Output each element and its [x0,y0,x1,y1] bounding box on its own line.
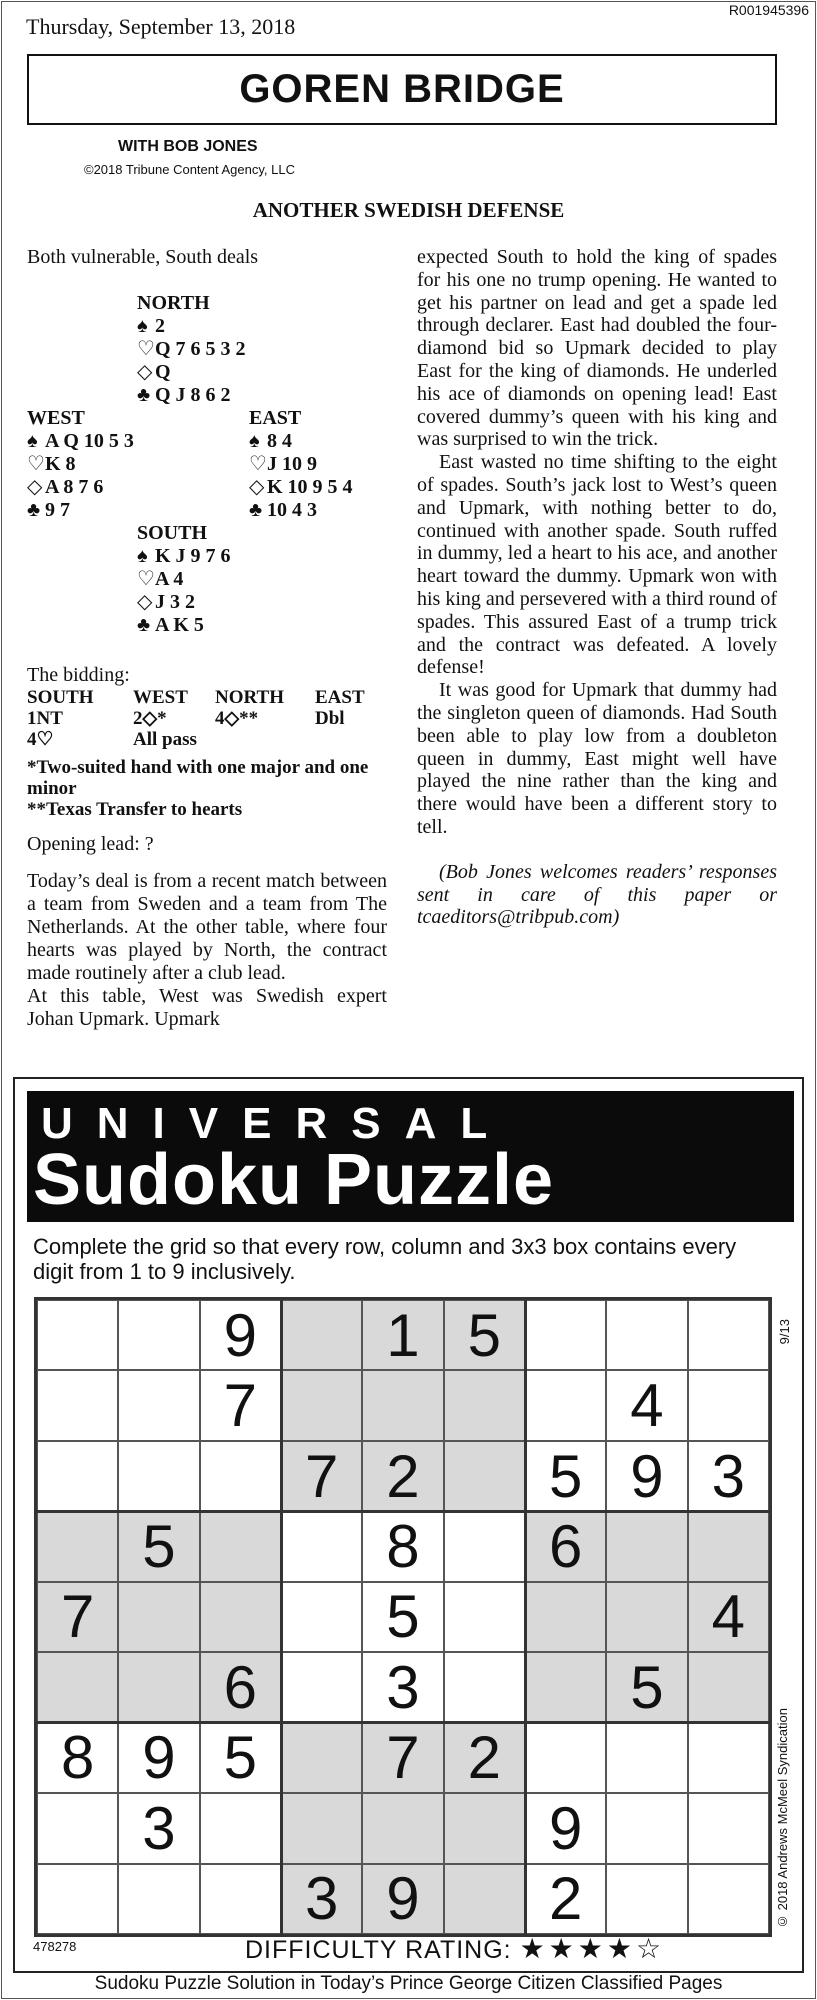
bidding-heading: The bidding: [27,664,130,686]
seat-label-south: SOUTH [137,522,208,544]
article-paragraph: East wasted no time shifting to the eight of spades. South’s jack lost to West’s queen and Upmark, with nothing better to do, continued with another spade. South ruffed in dummy, led a heart to his ace, and another heart toward the dummy. Upmark won with his king and persevered with a third round of spades. This assured East of a trump trick and the contract was defeated. A lovely defense! [417,451,777,679]
west-diamonds [27,476,134,499]
sudoku-cell: 9 [525,1793,606,1863]
sudoku-cell[interactable] [688,1300,769,1370]
sudoku-cell[interactable] [118,1300,199,1370]
north-spades-cards: 2 [155,315,165,337]
sudoku-cell[interactable] [362,1370,443,1440]
box-divider-horizontal [37,1510,769,1513]
spade-icon: ♠ [249,430,260,452]
east-diamonds [249,476,353,499]
vulnerability-line: Both vulnerable, South deals [27,246,259,268]
sudoku-cell: 7 [200,1370,281,1440]
sudoku-cell: 8 [37,1723,118,1793]
difficulty-label: DIFFICULTY RATING: [245,1936,512,1964]
hand-west [27,407,134,522]
sudoku-cell[interactable] [118,1370,199,1440]
sudoku-cell[interactable] [525,1723,606,1793]
east-clubs-cards: 10 4 3 [267,499,317,521]
byline: WITH BOB JONES [118,138,258,155]
sudoku-cell[interactable] [606,1864,687,1934]
bid-column-north: NORTH [215,687,285,708]
bid-column-west: WEST [133,687,188,708]
sudoku-cell: 9 [200,1300,281,1370]
sudoku-cell: 4 [606,1370,687,1440]
sudoku-cell[interactable] [37,1793,118,1863]
west-clubs [27,499,134,522]
sudoku-cell[interactable] [118,1864,199,1934]
sudoku-cell[interactable] [688,1864,769,1934]
south-diamonds-cards: J 3 2 [155,591,195,613]
sudoku-cell: 6 [525,1511,606,1581]
north-clubs [137,384,246,407]
sudoku-cell[interactable] [606,1511,687,1581]
seat-label-north: NORTH [137,292,210,314]
article-headline: ANOTHER SWEDISH DEFENSE [252,198,565,222]
difficulty-rating [245,1932,665,1965]
west-spades [27,430,134,453]
sudoku-cell[interactable] [606,1793,687,1863]
sudoku-cell[interactable] [688,1370,769,1440]
west-clubs-cards: 9 7 [45,499,70,521]
north-hearts [137,338,246,361]
sudoku-cell[interactable] [118,1652,199,1722]
south-spades-cards: K J 9 7 6 [155,545,231,567]
sudoku-cell: 5 [118,1511,199,1581]
sudoku-cell[interactable] [281,1511,362,1581]
sudoku-cell[interactable] [525,1300,606,1370]
north-diamonds-cards: Q [155,361,171,383]
footer-note: Sudoku Puzzle Solution in Today’s Prince George Citizen Classified Pages [94,1973,723,1994]
sudoku-cell[interactable] [200,1511,281,1581]
article-paragraph: expected South to hold the king of spades for his one no trump opening. He wanted to get his partner on lead and get a spade led through declarer. East had doubled the four-diamond bid so Upmark decided to play East for the king of diamonds. He underled his ace of diamonds on opening lead! East covered dummy’s queen with his king and was surprised to win the trick. [417,246,777,451]
seat-label-east: EAST [249,407,302,429]
puzzle-id: 478278 [33,1939,77,1954]
sudoku-cell: 8 [362,1511,443,1581]
south-hearts [137,568,231,591]
sudoku-cell: 5 [525,1441,606,1511]
heart-icon: ♡ [137,338,155,360]
east-spades [249,430,353,453]
bid-north-1: 4◇** [215,708,259,729]
box-divider-horizontal [37,1721,769,1724]
sudoku-grid [34,1297,772,1937]
page-title: GOREN BRIDGE [239,67,565,111]
east-hearts [249,453,353,476]
south-clubs [137,614,231,637]
heart-icon: ♡ [249,453,267,475]
south-clubs-cards: A K 5 [155,614,204,636]
west-spades-cards: A Q 10 5 3 [45,430,134,452]
sudoku-cell[interactable] [688,1511,769,1581]
sudoku-cell: 5 [362,1582,443,1652]
sudoku-cell[interactable] [200,1582,281,1652]
document-code: R001945396 [728,2,809,18]
club-icon: ♣ [27,499,41,521]
sudoku-credit: © 2018 Andrews McMeel Syndication [775,1708,790,1929]
spade-icon: ♠ [137,545,148,567]
sudoku-cell: 7 [37,1582,118,1652]
diamond-icon: ◇ [27,476,43,498]
sudoku-cell[interactable] [444,1511,525,1581]
bid-south-1: 1NT [27,708,63,729]
sudoku-cell[interactable] [688,1652,769,1722]
sudoku-cell[interactable] [281,1793,362,1863]
bid-column-east: EAST [315,687,365,708]
sudoku-cell[interactable] [444,1441,525,1511]
west-hearts-cards: K 8 [45,453,76,475]
diamond-icon: ◇ [137,591,153,613]
sudoku-cell: 5 [444,1300,525,1370]
sudoku-cell[interactable] [200,1793,281,1863]
sudoku-panel [13,1077,804,1973]
bidding-table [27,687,387,757]
sudoku-cell[interactable] [525,1582,606,1652]
club-icon: ♣ [137,384,151,406]
sudoku-cell: 9 [606,1441,687,1511]
east-hearts-cards: J 10 9 [267,453,317,475]
opening-lead: Opening lead: ? [27,833,154,855]
sudoku-cell: 5 [606,1652,687,1722]
copyright: ©2018 Tribune Content Agency, LLC [84,162,295,177]
bidding-note-1: *Two-suited hand with one major and one minor [27,757,369,799]
sudoku-cell[interactable] [200,1441,281,1511]
club-icon: ♣ [137,614,151,636]
sudoku-cell[interactable] [444,1370,525,1440]
sudoku-date: 9/13 [777,1319,792,1345]
south-spades [137,545,231,568]
hand-east [249,407,353,522]
box-divider-vertical [280,1300,283,1934]
north-hearts-cards: Q 7 6 5 3 2 [155,338,246,360]
bid-west-1: 2◇* [133,708,167,729]
sudoku-cell[interactable] [37,1370,118,1440]
bid-column-south: SOUTH [27,687,94,708]
diamond-icon: ◇ [249,476,265,498]
heart-icon: ♡ [137,568,155,590]
west-hearts [27,453,134,476]
sudoku-cell[interactable] [281,1582,362,1652]
west-diamonds-cards: A 8 7 6 [45,476,104,498]
north-diamonds [137,361,246,384]
sudoku-cell[interactable] [37,1511,118,1581]
sudoku-cell: 1 [362,1300,443,1370]
article-paragraph: At this table, West was Swedish expert Johan Upmark. Upmark [27,985,387,1030]
bidding-note-2: **Texas Transfer to hearts [27,799,243,820]
seat-label-west: WEST [27,407,85,429]
sudoku-cell: 5 [200,1723,281,1793]
diamond-icon: ◇ [137,361,153,383]
sudoku-cell[interactable] [606,1582,687,1652]
sudoku-instructions: Complete the grid so that every row, column and 3x3 box contains every digit from 1 to 9 inclusively. [33,1234,737,1284]
sudoku-cell[interactable] [444,1582,525,1652]
sudoku-cell[interactable] [444,1652,525,1722]
sudoku-cell: 2 [362,1441,443,1511]
hand-south [137,522,231,637]
article-left [27,870,387,1031]
sudoku-cell[interactable] [281,1370,362,1440]
sudoku-cell[interactable] [281,1300,362,1370]
box-divider-vertical [524,1300,527,1934]
hand-north [137,292,246,407]
sudoku-cell[interactable] [37,1300,118,1370]
sudoku-header [27,1091,794,1222]
sudoku-cell: 2 [444,1723,525,1793]
sudoku-cell: 3 [362,1652,443,1722]
sudoku-cell[interactable] [118,1582,199,1652]
sudoku-cell[interactable] [688,1793,769,1863]
bid-west-2: All pass [133,729,197,750]
east-diamonds-cards: K 10 9 5 4 [267,476,353,498]
article-paragraph: It was good for Upmark that dummy had the singleton queen of diamonds. Had South been able to play low from a doubleton queen in dummy, East might well have played the nine rather than the king and there would have been a different story to tell. [417,679,777,838]
club-icon: ♣ [249,499,263,521]
bid-east-1: Dbl [315,708,345,729]
sudoku-cell[interactable] [281,1723,362,1793]
sudoku-cell[interactable] [37,1652,118,1722]
sudoku-cell[interactable] [362,1793,443,1863]
sudoku-cell: 7 [281,1441,362,1511]
spade-icon: ♠ [27,430,38,452]
sudoku-cell: 3 [281,1864,362,1934]
spade-icon: ♠ [137,315,148,337]
sudoku-cell: 3 [118,1793,199,1863]
sudoku-cell: 3 [688,1441,769,1511]
article-paragraph: Today’s deal is from a recent match between a team from Sweden and a team from The Netherlands. At the other table, where four hearts was played by North, the contract made routinely after a club lead. [27,870,387,984]
south-hearts-cards: A 4 [155,568,184,590]
sudoku-cell[interactable] [37,1864,118,1934]
title-box [27,54,777,125]
right-column [417,246,777,929]
bidding-section [27,664,387,820]
sudoku-cell[interactable] [281,1652,362,1722]
sudoku-cell[interactable] [118,1441,199,1511]
sudoku-title: Sudoku Puzzle [33,1140,555,1220]
sudoku-cell[interactable] [37,1441,118,1511]
south-diamonds [137,591,231,614]
sudoku-cell[interactable] [606,1300,687,1370]
sudoku-cell[interactable] [444,1864,525,1934]
sudoku-cell: 9 [362,1864,443,1934]
sudoku-cell: 4 [688,1582,769,1652]
article-signoff: (Bob Jones welcomes readers’ responses sent in care of this paper or tcaeditors@tribpub.com) [417,860,777,929]
sudoku-cell[interactable] [688,1723,769,1793]
east-clubs [249,499,353,522]
east-spades-cards: 8 4 [267,430,292,452]
sudoku-cell[interactable] [525,1370,606,1440]
sudoku-cell[interactable] [200,1864,281,1934]
sudoku-cell: 7 [362,1723,443,1793]
heart-icon: ♡ [27,453,45,475]
sudoku-cell[interactable] [444,1793,525,1863]
sudoku-brand: UNIVERSAL [41,1099,512,1148]
star-rating-icon: ★★★★☆ [519,1933,666,1964]
publication-date: Thursday, September 13, 2018 [26,14,296,39]
north-clubs-cards: Q J 8 6 2 [155,384,231,406]
north-spades [137,315,246,338]
bid-south-2: 4♡ [27,729,54,750]
sudoku-cell[interactable] [525,1652,606,1722]
sudoku-cell: 2 [525,1864,606,1934]
sudoku-cell: 6 [200,1652,281,1722]
sudoku-cell: 9 [118,1723,199,1793]
sudoku-cell[interactable] [606,1723,687,1793]
